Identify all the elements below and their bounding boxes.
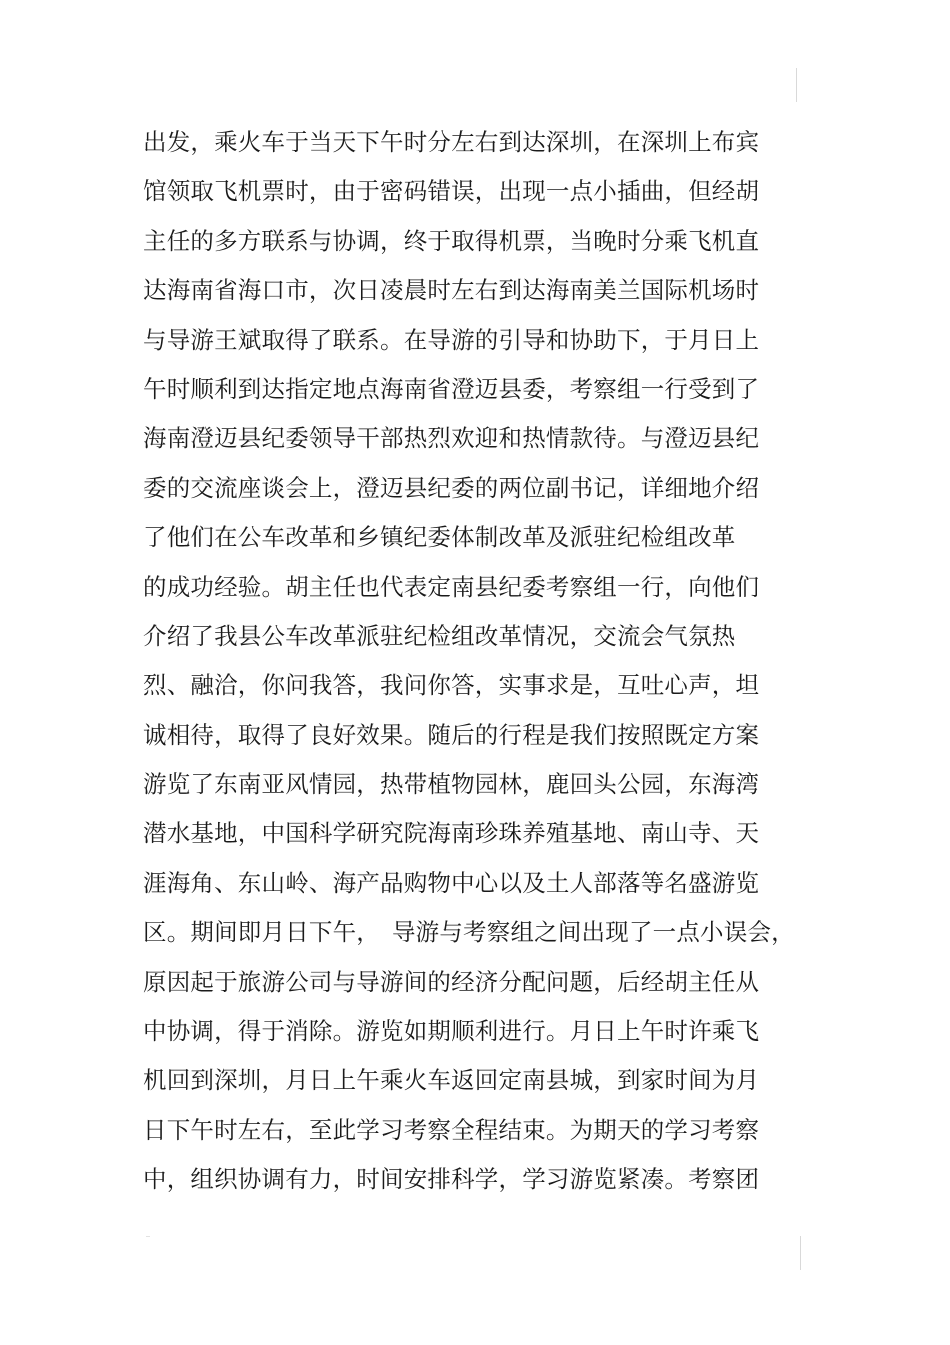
text-line-13: 诚相待，取得了良好效果。随后的行程是我们按照既定方案 (143, 720, 760, 749)
page-corner-mark-top (796, 68, 797, 102)
text-line-14: 游览了东南亚风情园，热带植物园林，鹿回头公园，东海湾 (143, 770, 760, 799)
text-line-21: 日下午时左右，至此学习考察全程结束。为期天的学习考察 (143, 1115, 760, 1144)
text-line-1: 出发，乘火车于当天下午时分左右到达深圳，在深圳上布宾 (143, 128, 760, 156)
text-line-17: 区。期间即月日下午， 导游与考察组之间出现了一点小误会， (143, 918, 795, 947)
text-line-16: 涯海角、东山岭、海产品购物中心以及土人部落等名盛游览 (143, 868, 760, 897)
text-line-6: 午时顺利到达指定地点海南省澄迈县委，考察组一行受到了 (143, 374, 760, 403)
text-line-4: 达海南省海口市，次日凌晨时左右到达海南美兰国际机场时 (143, 276, 760, 305)
body-text (143, 118, 795, 1205)
text-line-11: 介绍了我县公车改革派驻纪检组改革情况，交流会气氛热 (143, 621, 736, 650)
text-line-22: 中，组织协调有力，时间安排科学，学习游览紧凑。考察团 (143, 1165, 760, 1194)
text-line-15: 潜水基地，中国科学研究院海南珍珠养殖基地、南山寺、天 (143, 819, 760, 848)
text-line-2: 馆领取飞机票时，由于密码错误，出现一点小插曲，但经胡 (143, 177, 760, 206)
text-line-10: 的成功经验。胡主任也代表定南县纪委考察组一行，向他们 (143, 572, 760, 601)
page-corner-mark-bottom-left (146, 1236, 150, 1237)
text-line-12: 烈、融洽，你问我答，我问你答，实事求是，互吐心声，坦 (143, 671, 760, 700)
text-line-20: 机回到深圳，月日上午乘火车返回定南县城，到家时间为月 (143, 1066, 760, 1095)
text-line-19: 中协调，得于消除。游览如期顺利进行。月日上午时许乘飞 (143, 1017, 760, 1046)
text-line-8: 委的交流座谈会上，澄迈县纪委的两位副书记，详细地介绍 (143, 473, 760, 502)
text-line-5: 与导游王斌取得了联系。在导游的引导和协助下，于月日上 (143, 325, 760, 354)
text-line-9: 了他们在公车改革和乡镇纪委体制改革及派驻纪检组改革 (143, 523, 736, 552)
text-line-7: 海南澄迈县纪委领导干部热烈欢迎和热情款待。与澄迈县纪 (143, 424, 760, 453)
text-line-18: 原因起于旅游公司与导游间的经济分配问题，后经胡主任从 (143, 967, 760, 996)
page-corner-mark-bottom-right (800, 1236, 801, 1270)
text-line-3: 主任的多方联系与协调，终于取得机票，当晚时分乘飞机直 (143, 226, 760, 255)
